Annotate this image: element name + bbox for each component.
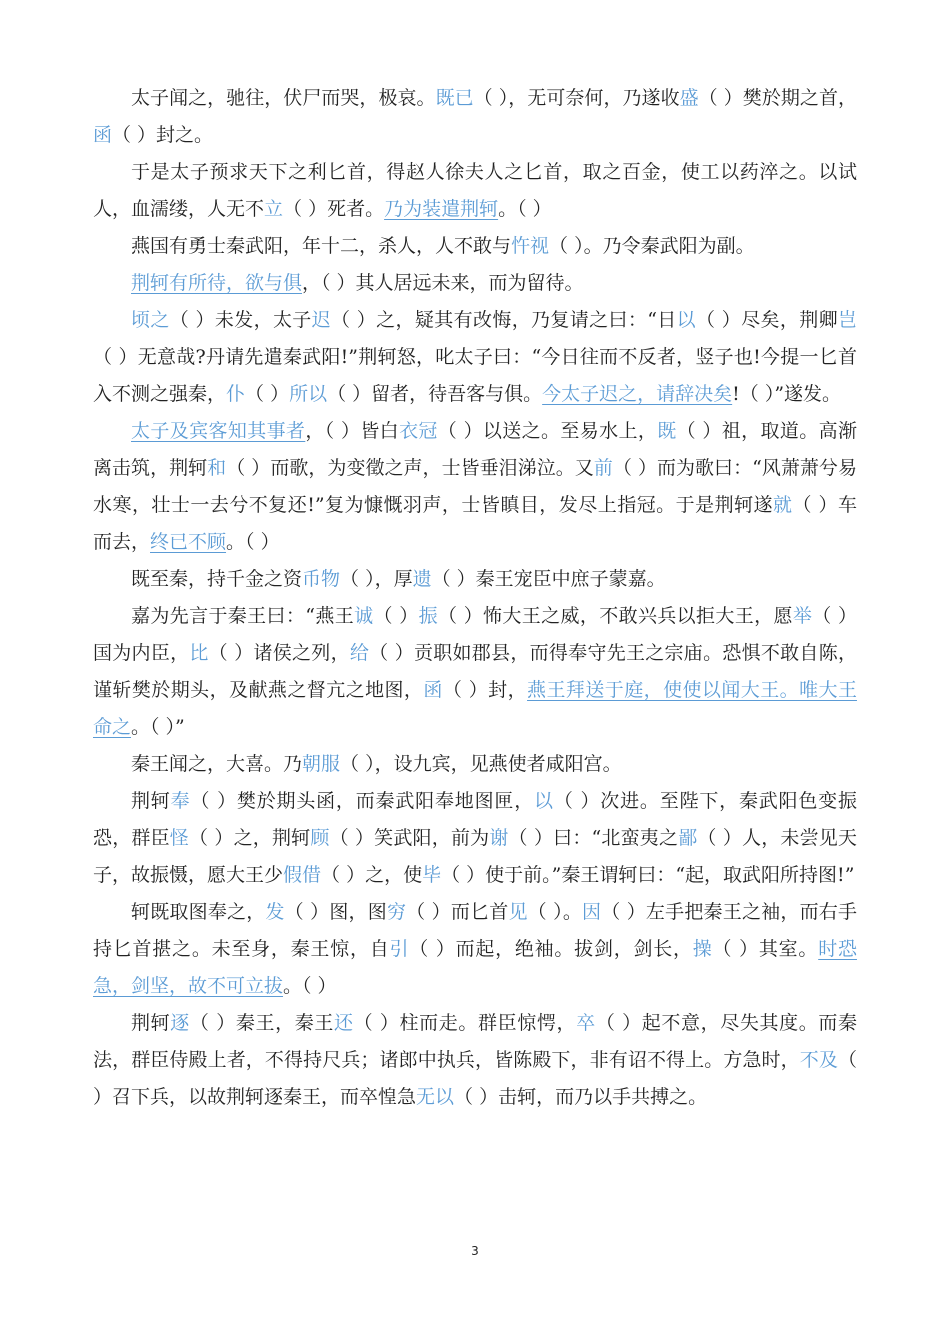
highlighted-word: 所以 (289, 383, 328, 405)
text-run: （ ）曰：“北蛮夷之 (508, 827, 679, 849)
highlighted-word: 举 (792, 605, 813, 627)
text-run: （ ）人，未尝见天子，故振慑，愿大王少 (93, 827, 857, 886)
text-run: 燕国有勇士秦武阳，年十二，杀人，人不敢与 (131, 235, 512, 257)
text-run: （ ）未发，太子 (169, 309, 312, 331)
text-run: （ ），无可奈何，乃遂收 (473, 87, 680, 109)
highlighted-word: 迟 (311, 309, 332, 331)
highlighted-word: 谢 (489, 827, 509, 849)
paragraph (93, 228, 857, 265)
highlighted-word: 衣冠 (399, 420, 438, 442)
highlighted-word: 操 (692, 938, 713, 960)
text-run: （ ）怖大王之威，不敢兴兵以拒大王，愿 (437, 605, 793, 627)
text-run: 荆轲 (131, 1012, 171, 1034)
paragraph (93, 746, 857, 783)
highlighted-word: 和 (207, 457, 227, 479)
text-run: （ ）使于前。”秦王谓轲曰：“起，取武阳所持图!” (441, 864, 855, 886)
text-run: （ ）车而去， (93, 494, 857, 553)
underlined-sentence: 燕王拜送于庭，使使以闻大王。唯大王命之 (93, 679, 857, 738)
highlighted-word: 给 (349, 642, 370, 664)
text-run: （ ） (245, 383, 290, 405)
paragraph (93, 80, 857, 154)
highlighted-word: 因 (582, 901, 602, 923)
text-run: （ ）死者。 (283, 198, 385, 220)
highlighted-word: 鄙 (678, 827, 698, 849)
underlined-sentence: 乃为装遣荆轲 (384, 198, 499, 220)
paragraph (93, 302, 857, 413)
paragraph (93, 894, 857, 1005)
highlighted-word: 前 (593, 457, 613, 479)
highlighted-word: 既 (657, 420, 677, 442)
text-run: （ ）封， (442, 679, 528, 701)
highlighted-word: 发 (265, 901, 285, 923)
highlighted-word: 立 (264, 198, 284, 220)
highlighted-word: 怪 (169, 827, 189, 849)
text-run: （ ）贡职如郡县，而得奉守先王之宗庙。恐惧不敢自陈，谨斩樊於期头，及献燕之督亢之地图， (93, 642, 857, 701)
text-run: 荆轲 (131, 790, 171, 812)
paragraph (93, 598, 857, 746)
text-run: （ ），厚 (340, 568, 413, 590)
text-run: （ ）尽矣，荆卿 (696, 309, 838, 331)
text-run: 。（ ）” (131, 716, 185, 738)
highlighted-word: 仆 (226, 383, 246, 405)
text-run: （ ）封之。 (112, 124, 214, 146)
underlined-sentence: 太子及宾客知其事者 (131, 420, 306, 442)
text-run: （ ）诸侯之列， (208, 642, 350, 664)
text-run: （ ）祖，取道。高渐离击筑，荆轲 (93, 420, 857, 479)
text-run: 太子闻之，驰往，伏尸而哭，极哀。 (131, 87, 436, 109)
text-run: 嘉为先言于秦王曰：“燕王 (131, 605, 355, 627)
highlighted-word: 以 (534, 790, 554, 812)
text-run: （ ）。 (527, 901, 583, 923)
highlighted-word: 比 (189, 642, 209, 664)
highlighted-word: 见 (508, 901, 528, 923)
text-run: （ ）其室。 (712, 938, 819, 960)
underlined-sentence: 今太子迟之，请辞决矣 (542, 383, 733, 405)
underlined-sentence: 荆轲有所待，欲与俱 (131, 272, 303, 294)
highlighted-word: 奉 (170, 790, 191, 812)
text-run: （ ）召下兵，以故荆轲逐秦王，而卒惶急 (93, 1049, 857, 1108)
highlighted-word: 盛 (679, 87, 699, 109)
text-run: （ ）击轲，而乃以手共搏之。 (454, 1086, 708, 1108)
text-run: 轲既取图奉之， (131, 901, 266, 923)
paragraph (93, 561, 857, 598)
highlighted-word: 顾 (310, 827, 330, 849)
paragraph (93, 265, 857, 302)
highlighted-word: 振 (418, 605, 438, 627)
text-run: （ ）留者，待吾客与俱。 (327, 383, 543, 405)
paragraph (93, 154, 857, 228)
text-run: （ ）而起，绝袖。拔剑，剑长， (409, 938, 693, 960)
highlighted-word: 函 (93, 124, 113, 146)
document-body (93, 80, 857, 1116)
text-run: （ ）起不意，尽失其度。而秦法，群臣侍殿上者，不得持尺兵；诸郎中执兵，皆陈殿下，非有诏不得上。方急时， (93, 1012, 857, 1071)
highlighted-word: 岂 (837, 309, 857, 331)
text-run: （ ）而匕首 (406, 901, 509, 923)
text-run: （ ）以送之。至易水上， (437, 420, 658, 442)
highlighted-word: 以 (676, 309, 697, 331)
text-run: !（ ）”遂发。 (732, 383, 842, 405)
paragraph (93, 1005, 857, 1116)
highlighted-word: 函 (423, 679, 443, 701)
text-run: 于是太子预求天下之利匕首，得赵人徐夫人之匕首，取之百金，使工以药淬之。以试人，血濡缕，人无不 (93, 161, 857, 220)
highlighted-word: 既已 (435, 87, 474, 109)
text-run: 既至秦，持千金之资 (131, 568, 303, 590)
text-run: 秦王闻之，大喜。乃 (131, 753, 303, 775)
text-run: 。（ ） (226, 531, 280, 553)
paragraph (93, 413, 857, 561)
highlighted-word: 币物 (302, 568, 341, 590)
highlighted-word: 不及 (799, 1049, 838, 1071)
text-run: （ ）。乃令秦武阳为副。 (549, 235, 755, 257)
highlighted-word: 卒 (576, 1012, 596, 1034)
highlighted-word: 忤视 (511, 235, 550, 257)
text-run: 。（ ） (498, 198, 552, 220)
page-number: 3 (471, 1244, 479, 1258)
highlighted-word: 就 (773, 494, 793, 516)
underlined-sentence: 终已不顾 (150, 531, 227, 553)
text-run: （ ）之，荆轲 (188, 827, 311, 849)
text-run: （ ）而歌，为变徵之声，士皆垂泪涕泣。又 (226, 457, 594, 479)
text-run: （ ）左手把秦王之袖，而右手持匕首揕之。未至身，秦王惊，自 (93, 901, 857, 960)
text-run: （ ）秦王，秦王 (189, 1012, 334, 1034)
highlighted-word: 顷之 (131, 309, 170, 331)
underlined-sentence: 时恐急，剑坚，故不可立拔 (93, 938, 857, 997)
text-run: （ ）次进。至陛下，秦武阳色变振恐，群臣 (93, 790, 857, 849)
highlighted-word: 朝服 (302, 753, 341, 775)
text-run: ，（ ）皆白 (305, 420, 400, 442)
paragraph (93, 783, 857, 894)
highlighted-word: 遗 (412, 568, 432, 590)
text-run: （ ）而为歌曰：“风萧萧兮易水寒，壮士一去兮不复还!”复为慷慨羽声，士皆瞋目，发尽上指冠。于是荆轲遂 (93, 457, 857, 516)
highlighted-word: 毕 (422, 864, 442, 886)
text-run: （ ）无意哉?丹请先遣秦武阳!”荆轲怒，叱太子曰：“今日往而不反者，竖子也!今提一匕首入不测之强秦， (93, 346, 857, 405)
text-run: （ ），设九宾，见燕使者咸阳宫。 (340, 753, 622, 775)
text-run: （ ）樊於期之首， (698, 87, 857, 109)
highlighted-word: 逐 (170, 1012, 190, 1034)
text-run: （ ）图，图 (284, 901, 387, 923)
text-run: （ ）之，疑其有改悔，乃复请之曰：“日 (331, 309, 677, 331)
highlighted-word: 诚 (354, 605, 374, 627)
text-run: （ ） (373, 605, 419, 627)
text-run: （ ）笑武阳，前为 (329, 827, 490, 849)
text-run: （ ）国为内臣， (93, 605, 857, 664)
highlighted-word: 无以 (416, 1086, 455, 1108)
highlighted-word: 穷 (386, 901, 407, 923)
text-run: （ ）之，使 (321, 864, 423, 886)
text-run: ，（ ）其人居远未来，而为留待。 (302, 272, 584, 294)
text-run: （ ）秦王宠臣中庶子蒙嘉。 (431, 568, 666, 590)
text-run: （ ）樊於期头函，而秦武阳奉地图匣， (190, 790, 535, 812)
text-run: 。（ ） (283, 975, 337, 997)
text-run: （ ）柱而走。群臣惊愕， (353, 1012, 577, 1034)
highlighted-word: 假借 (283, 864, 322, 886)
highlighted-word: 还 (333, 1012, 354, 1034)
highlighted-word: 引 (389, 938, 410, 960)
